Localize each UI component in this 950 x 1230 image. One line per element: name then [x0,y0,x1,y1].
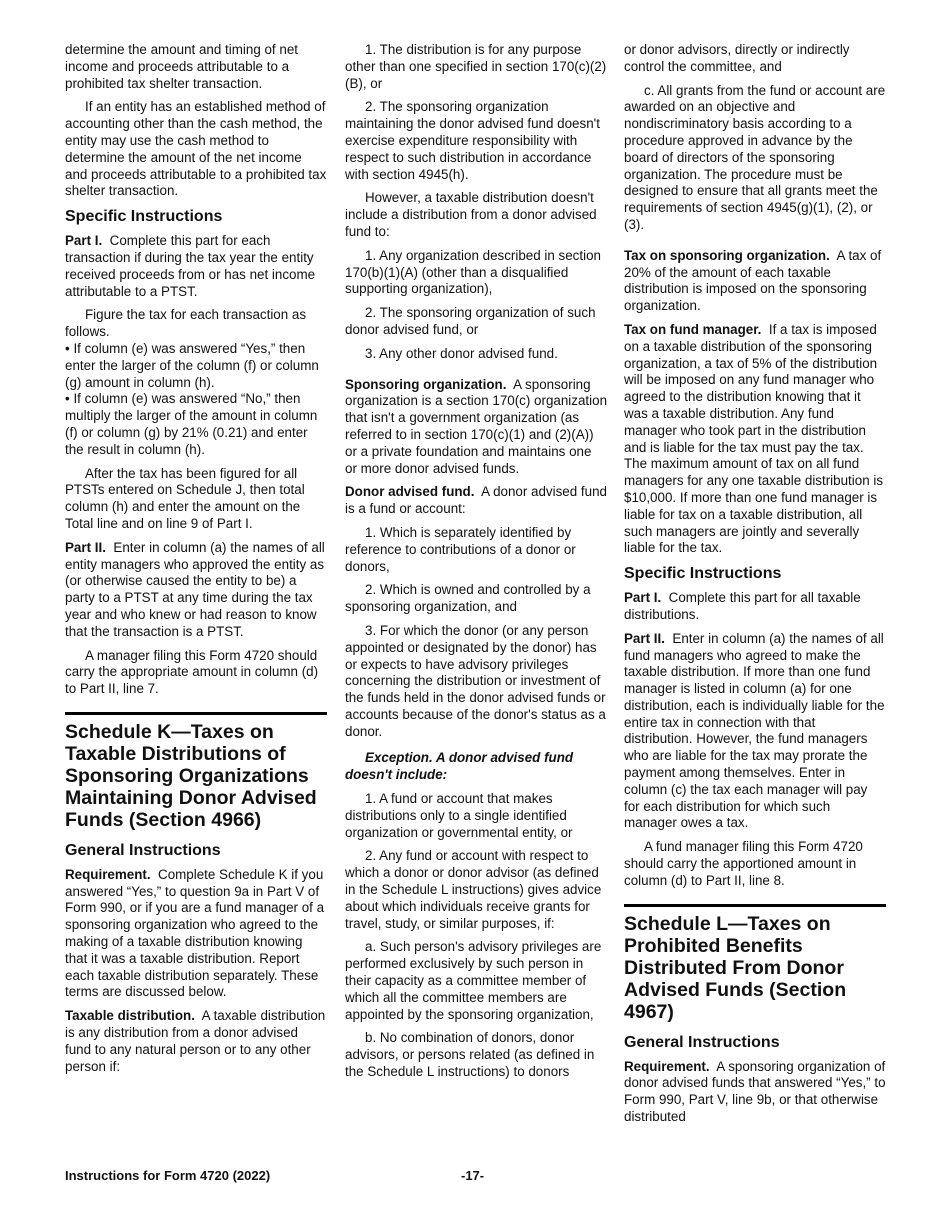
paragraph: A manager filing this Form 4720 should carry the appropriate amount in column (d) to Part II, line 7. [65,647,319,697]
part-i-paragraph [624,590,886,624]
list-item: 2. Any fund or account with respect to which a donor or donor advisor (as defined in the Schedule L instructions) gives advice about which individuals receive grants for travel, study, or similar purposes, if: [345,848,602,931]
donor-advised-fund-paragraph [345,484,607,518]
bullet-item [65,341,327,391]
tax-fund-manager-text: If a tax is imposed on a taxable distribution of the sponsoring organization, a tax of 5% of the distribution will be imposed on any fund manager who agreed to the distribution knowing that it was a taxable distribution. Any fund manager who took part in the distribution and is liable for the tax must pay the tax. The maximum amount of tax on all fund managers for any one taxable distribution is $10,000. If more than one fund manager is liable for tax on a taxable distribution, all such managers are jointly and severally liable for the tax. [624,321,884,556]
bullet-icon: • [65,391,70,407]
part-ii-paragraph [624,631,886,833]
list-item: 2. The sponsoring organization of such donor advised fund, or [345,305,596,337]
paragraph: If an entity has an established method of accounting other than the cash method, the entity may use the cash method to determine the amount of the net income and proceeds attributable to a prohibited tax shelter transaction. [65,99,327,199]
sponsoring-organization-text: A sponsoring organization is a section 170(c) organization that isn't a government organization (as referred to in section 170(c)(1) and (2)(A)) or a private foundation and maintains one or more donor advised funds. [345,376,608,476]
paragraph: or donor advisors, directly or indirectly control the committee, and [624,42,850,74]
part-i-paragraph [65,233,327,300]
tax-sponsoring-label: Tax on sponsoring organization. [624,247,830,263]
list-item: 2. The sponsoring organization maintaining the donor advised fund doesn't exercise expenditure responsibility with respect to such distribution in accordance with section 4945(h). [345,99,600,182]
paragraph: After the tax has been figured for all PTSTs entered on Schedule J, then total column (h) and enter the amount on the Total line and on line 9 of Part I. [65,465,305,531]
list-item: 1. A fund or account that makes distributions only to a single identified organization or governmental entity, or [345,791,573,840]
footer-form-title: Instructions for Form 4720 (2022) [65,1168,271,1183]
list-item: 1. Which is separately identified by reference to contributions of a donor or donors, [345,524,576,574]
part-ii-text: Enter in column (a) the names of all fund managers who agreed to make the taxable distribution. If more than one fund manager is listed in column (a) for one distribution, each is individually liable for the entire tax in connection with that distribution. However, the fund managers who are liable for the tax may prorate the payment among themselves. Enter in column (c) the tax each manager will pay for each distribution for which such manager owes a tax. [624,630,885,831]
part-ii-text: Enter in column (a) the names of all entity managers who approved the entity as (or otherwise caused the entity to be) a party to a PTST at any time during the tax year and who knew or had reason to know that the transaction is a PTST. [65,539,325,639]
paragraph: A fund manager filing this Form 4720 should carry the apportioned amount in column (d) to Part II, line 8. [624,839,863,888]
sponsoring-organization-paragraph [345,377,607,478]
requirement-text: Complete Schedule K if you answered “Yes,” to question 9a in Part V of Form 990, or if you are a fund manager of a sponsoring organization who agreed to the making of a taxable distribution knowing that it was a taxable distribution. Report each taxable distribution separately. These terms are discussed below. [65,866,325,1000]
section-heading-specific-instructions: Specific Instructions [624,565,782,583]
list-item: 3. Any other donor advised fund. [365,345,558,361]
part-i-label: Part I. [65,233,103,249]
tax-fund-manager-paragraph [624,322,886,557]
footer-page-number: -17- [461,1168,485,1183]
schedule-l-title: Schedule L—Taxes on Prohibited Benefits Distributed From Donor Advised Funds (Section 4967) [624,904,886,1023]
tax-sponsoring-text: A tax of 20% of the amount of each taxable distribution is imposed on the sponsoring organization. [624,247,882,314]
paragraph: determine the amount and timing of net income and proceeds attributable to a prohibited tax shelter transaction. [65,42,298,91]
paragraph: Figure the tax for each transaction as follows. [65,307,307,340]
list-item: b. No combination of donors, donor advisors, or persons related (as defined in the Schedule L instructions) to donors [345,1030,595,1080]
list-item: 3. For which the donor (or any person appointed or designated by the donor) has or expects to have advisory privileges concerning the distribution or investment of the funds held in the donor advised funds or accounts because of the donor's status as a donor. [345,622,606,739]
list-item: 2. Which is owned and controlled by a sponsoring organization, and [345,582,591,615]
requirement-text: A sponsoring organization of donor advised funds that answered “Yes,” to Form 990, Part V, line 9b, or that otherwise distributed [624,1058,886,1125]
donor-advised-fund-text: A donor advised fund is a fund or account: [345,484,607,517]
part-ii-label: Part II. [65,539,106,555]
bullet-icon: • [65,340,70,356]
part-i-text: Complete this part for each transaction if during the tax year the entity received proceeds from or has net income attributable to a PTST. [65,233,316,299]
list-item: c. All grants from the fund or account are awarded on an objective and nondiscriminatory basis according to a procedure approved in advance by the board of directors of the sponsoring organization. The procedure must be designed to ensure that all grants meet the requirements of section 4945(g)(1), (2), or (3). [624,82,886,232]
list-item: 1. The distribution is for any purpose other than one specified in section 170(c)(2)(B), or [345,42,607,91]
list-item: 1. Any organization described in section 170(b)(1)(A) (other than a disqualified supporting organization), [345,247,601,297]
taxable-distribution-text: A taxable distribution is any distribution from a donor advised fund to any natural person or to any other person if: [65,1008,326,1074]
bullet-item [65,391,327,458]
requirement-label: Requirement. [65,866,151,882]
sponsoring-organization-label: Sponsoring organization. [345,376,507,392]
column-right [624,42,886,1133]
section-heading-general-instructions: General Instructions [624,1033,780,1051]
tax-fund-manager-label: Tax on fund manager. [624,321,762,337]
schedule-k-title: Schedule K—Taxes on Taxable Distributions of Sponsoring Organizations Maintaining Donor Advised Funds (Section 4966) [65,712,327,831]
exception-heading: Exception. A donor advised fund doesn't include: [345,750,574,783]
section-heading-general-instructions: General Instructions [65,841,221,859]
bullet-text: If column (e) was answered “Yes,” then enter the larger of the column (f) or column (g) amount in column (h). [65,340,319,390]
tax-sponsoring-paragraph [624,248,886,315]
donor-advised-fund-label: Donor advised fund. [345,484,475,500]
bullet-text: If column (e) was answered “No,” then multiply the larger of the amount in column (f) or column (g) by 21% (0.21) and enter the result in column (h). [65,391,318,457]
part-ii-label: Part II. [624,630,665,646]
column-middle [345,42,607,1088]
requirement-paragraph [624,1059,886,1126]
list-item: a. Such person's advisory privileges are performed exclusively by such person in their capacity as a committee member of which all the committee members are appointed by the sponsoring organization, [345,939,602,1022]
section-heading-specific-instructions: Specific Instructions [65,208,223,226]
requirement-label: Requirement. [624,1058,710,1074]
column-left [65,42,327,1082]
taxable-distribution-label: Taxable distribution. [65,1008,195,1024]
part-ii-paragraph [65,540,327,641]
requirement-paragraph [65,867,327,1001]
paragraph: However, a taxable distribution doesn't include a distribution from a donor advised fund to: [345,190,597,239]
part-i-text: Complete this part for all taxable distributions. [624,590,861,622]
taxable-distribution-paragraph [65,1008,327,1075]
part-i-label: Part I. [624,590,662,606]
